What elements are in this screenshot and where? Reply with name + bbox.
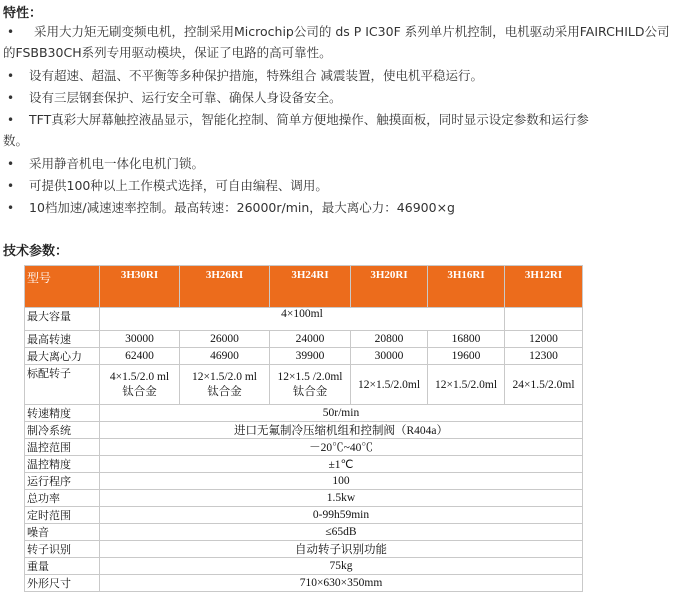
row-label: 定时范围 [25, 507, 100, 524]
row-label: 转子识别 [25, 541, 100, 558]
table-row [25, 490, 583, 507]
speed-cell: 24000 [270, 331, 351, 348]
row-value: ≤65dB [100, 524, 583, 541]
bullet-3: • [7, 91, 15, 105]
rotor-material: 钛合金 [207, 385, 242, 398]
model-header: 3H20RI [351, 266, 428, 308]
rotor-spec: 12×1.5 /2.0ml [277, 370, 343, 383]
speed-cell: 30000 [100, 331, 180, 348]
rotor-cell: 12×1.5/2.0ml [428, 365, 505, 405]
feature-1-line-2: 的FSBB30CH系列专用驱动模块，保证了电路的高可靠性。 [3, 45, 332, 60]
feature-1-line-1: 采用大力矩无刷变频电机，控制采用Microchip公司的 ds P IC30F 系列单片机控制，电机驱动采用FAIRCHILD公司 [34, 24, 670, 39]
spec-table [24, 265, 583, 592]
speed-cell: 26000 [180, 331, 270, 348]
table-row [25, 558, 583, 575]
row-value: －20℃~40℃ [100, 439, 583, 456]
table-row [25, 331, 583, 348]
row-value: 0-99h59min [100, 507, 583, 524]
feature-3: 设有三层钢套保护、运行安全可靠、确保人身设备安全。 [29, 90, 342, 105]
rotor-cell [100, 365, 180, 405]
rotor-spec: 12×1.5/2.0 ml [192, 370, 257, 383]
row-label: 总功率 [25, 490, 100, 507]
table-row [25, 507, 583, 524]
bullet-1: • [7, 25, 15, 39]
rcf-cell: 62400 [100, 348, 180, 365]
table-row [25, 456, 583, 473]
row-label: 温控范围 [25, 439, 100, 456]
model-header: 3H26RI [180, 266, 270, 308]
table-row [25, 348, 583, 365]
row-value: ±1℃ [100, 456, 583, 473]
rotor-cell: 12×1.5/2.0ml [351, 365, 428, 405]
rcf-cell: 39900 [270, 348, 351, 365]
row-label: 最大离心力 [25, 348, 100, 365]
rcf-cell: 19600 [428, 348, 505, 365]
model-header: 3H30RI [100, 266, 180, 308]
feature-2: 设有超速、超温、不平衡等多种保护措施，特殊组合 减震装置，使电机平稳运行。 [29, 68, 483, 83]
table-row [25, 439, 583, 456]
model-header: 3H24RI [270, 266, 351, 308]
speed-cell: 16800 [428, 331, 505, 348]
row-label: 最大容量 [25, 308, 100, 331]
model-header: 3H16RI [428, 266, 505, 308]
bullet-5: • [7, 157, 15, 171]
capacity-value: 4×100ml [100, 308, 505, 331]
speed-cell: 12000 [505, 331, 583, 348]
feature-4-line-2: 数。 [3, 133, 29, 148]
table-row [25, 308, 583, 331]
row-value: 自动转子识别功能 [100, 541, 583, 558]
row-value: 50r/min [100, 405, 583, 422]
speed-cell: 20800 [351, 331, 428, 348]
rotor-cell: 24×1.5/2.0ml [505, 365, 583, 405]
row-label: 噪音 [25, 524, 100, 541]
rotor-spec: 4×1.5/2.0 ml [109, 370, 170, 383]
rcf-cell: 46900 [180, 348, 270, 365]
rcf-cell: 12300 [505, 348, 583, 365]
row-label: 重量 [25, 558, 100, 575]
row-label: 外形尺寸 [25, 575, 100, 592]
bullet-7: • [7, 201, 15, 215]
table-cell [505, 308, 583, 331]
model-label: 型号 [25, 266, 100, 308]
row-value: 1.5kw [100, 490, 583, 507]
feature-6: 可提供100种以上工作模式选择，可自由编程、调用。 [29, 178, 328, 193]
table-row [25, 365, 583, 405]
table-row [25, 541, 583, 558]
row-value: 710×630×350mm [100, 575, 583, 592]
table-row [25, 473, 583, 490]
table-header-row [25, 266, 583, 308]
feature-4-line-1: TFT真彩大屏幕触控液晶显示，智能化控制、简单方便地操作、触摸面板，同时显示设定参数和运行参 [29, 112, 589, 127]
row-label: 制冷系统 [25, 422, 100, 439]
row-label: 最高转速 [25, 331, 100, 348]
feature-5: 采用静音机电一体化电机门锁。 [29, 156, 205, 171]
bullet-4: • [7, 113, 15, 127]
row-value: 100 [100, 473, 583, 490]
row-label: 运行程序 [25, 473, 100, 490]
table-row [25, 405, 583, 422]
row-label: 标配转子 [25, 365, 100, 405]
row-label: 转速精度 [25, 405, 100, 422]
row-label: 温控精度 [25, 456, 100, 473]
bullet-6: • [7, 179, 15, 193]
rcf-cell: 30000 [351, 348, 428, 365]
rotor-material: 钛合金 [292, 385, 328, 398]
features-title: 特性： [3, 6, 43, 21]
bullet-2: • [7, 69, 15, 83]
rotor-cell [270, 365, 351, 405]
table-row [25, 422, 583, 439]
rotor-material: 钛合金 [122, 385, 157, 398]
model-header: 3H12RI [505, 266, 583, 308]
rotor-cell [180, 365, 270, 405]
row-value: 75kg [100, 558, 583, 575]
feature-7: 10档加速/减速速率控制。最高转速：26000r/min，最大离心力：46900×g [29, 200, 455, 215]
table-row [25, 575, 583, 592]
tech-title: 技术参数： [3, 244, 69, 259]
row-value: 进口无氟制冷压缩机组和控制阀（R404a） [100, 422, 583, 439]
table-row [25, 524, 583, 541]
